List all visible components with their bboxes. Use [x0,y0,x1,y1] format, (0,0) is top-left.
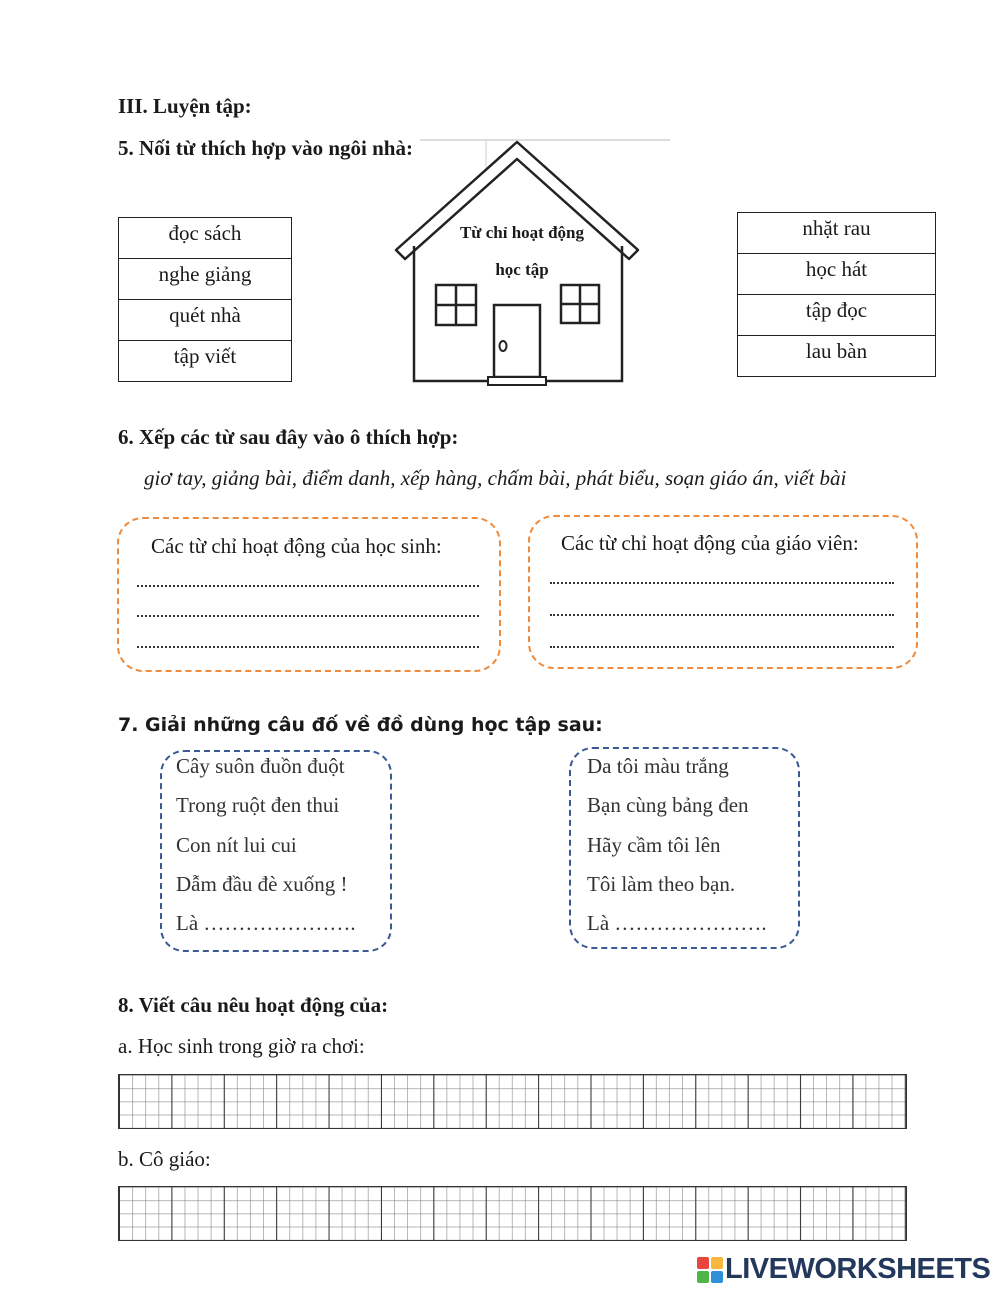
exercise-5-title: 5. Nối từ thích hợp vào ngôi nhà: [118,136,413,160]
door-icon [488,305,546,385]
riddle-1-line-4: Dẫm đầu đè xuống ! [176,872,348,896]
riddle-2-line-1: Da tôi màu trắng [587,754,729,778]
riddle-2-answer[interactable]: Là …………………. [587,911,767,935]
writing-grid-b[interactable] [118,1186,907,1241]
section-title: III. Luyện tập: [118,94,252,118]
writing-grid-a[interactable] [118,1074,907,1129]
riddle-2-line-4: Tôi làm theo bạn. [587,872,736,896]
liveworksheets-logo-icon [697,1257,723,1283]
student-answer-line-2[interactable] [137,615,479,617]
riddle-1-line-2: Trong ruột đen thui [176,793,340,817]
teacher-box-title: Các từ chỉ hoạt động của giáo viên: [561,531,859,555]
teacher-answer-line-2[interactable] [550,614,894,616]
house-label-line2: học tập [495,260,549,279]
right-word-table [737,212,936,377]
right-word-4[interactable]: lau bàn [738,336,936,377]
riddle-1-line-3: Con nít lui cui [176,833,297,857]
student-box-title: Các từ chỉ hoạt động của học sinh: [151,534,442,558]
left-word-table [118,217,292,382]
teacher-answer-line-1[interactable] [550,582,894,584]
exercise-8-title: 8. Viết câu nêu hoạt động của: [118,993,389,1017]
riddle-1-line-1: Cây suôn đuồn đuột [176,754,345,778]
student-answer-line-3[interactable] [137,646,479,648]
exercise-6-title: 6. Xếp các từ sau đây vào ô thích hợp: [118,425,459,449]
right-word-3[interactable]: tập đọc [738,295,936,336]
house-label-line1: Từ chỉ hoạt động [459,223,585,242]
left-word-2[interactable]: nghe giảng [119,259,292,300]
left-word-1[interactable]: đọc sách [119,218,292,259]
student-answer-line-1[interactable] [137,585,479,587]
right-word-1[interactable]: nhặt rau [738,213,936,254]
riddle-2-line-3: Hãy cầm tôi lên [587,833,721,857]
left-word-4[interactable]: tập viết [119,341,292,382]
prompt-b: b. Cô giáo: [118,1147,211,1171]
riddle-2-line-2: Bạn cùng bảng đen [587,793,749,817]
riddle-1-answer[interactable]: Là …………………. [176,911,356,935]
liveworksheets-logo[interactable] [697,1253,990,1286]
right-window-icon [561,285,599,323]
teacher-answer-line-3[interactable] [550,646,894,648]
word-list: giơ tay, giảng bài, điểm danh, xếp hàng, chấm bài, phát biểu, soạn giáo án, viết bài [144,466,847,490]
left-window-icon [436,285,476,325]
prompt-a: a. Học sinh trong giờ ra chơi: [118,1034,365,1058]
right-word-2[interactable]: học hát [738,254,936,295]
left-word-3[interactable]: quét nhà [119,300,292,341]
logo-wordmark: LIVEWORKSHEETS [725,1253,991,1285]
exercise-7-title: 7. Giải những câu đố về đồ dùng học tập sau: [118,714,603,736]
